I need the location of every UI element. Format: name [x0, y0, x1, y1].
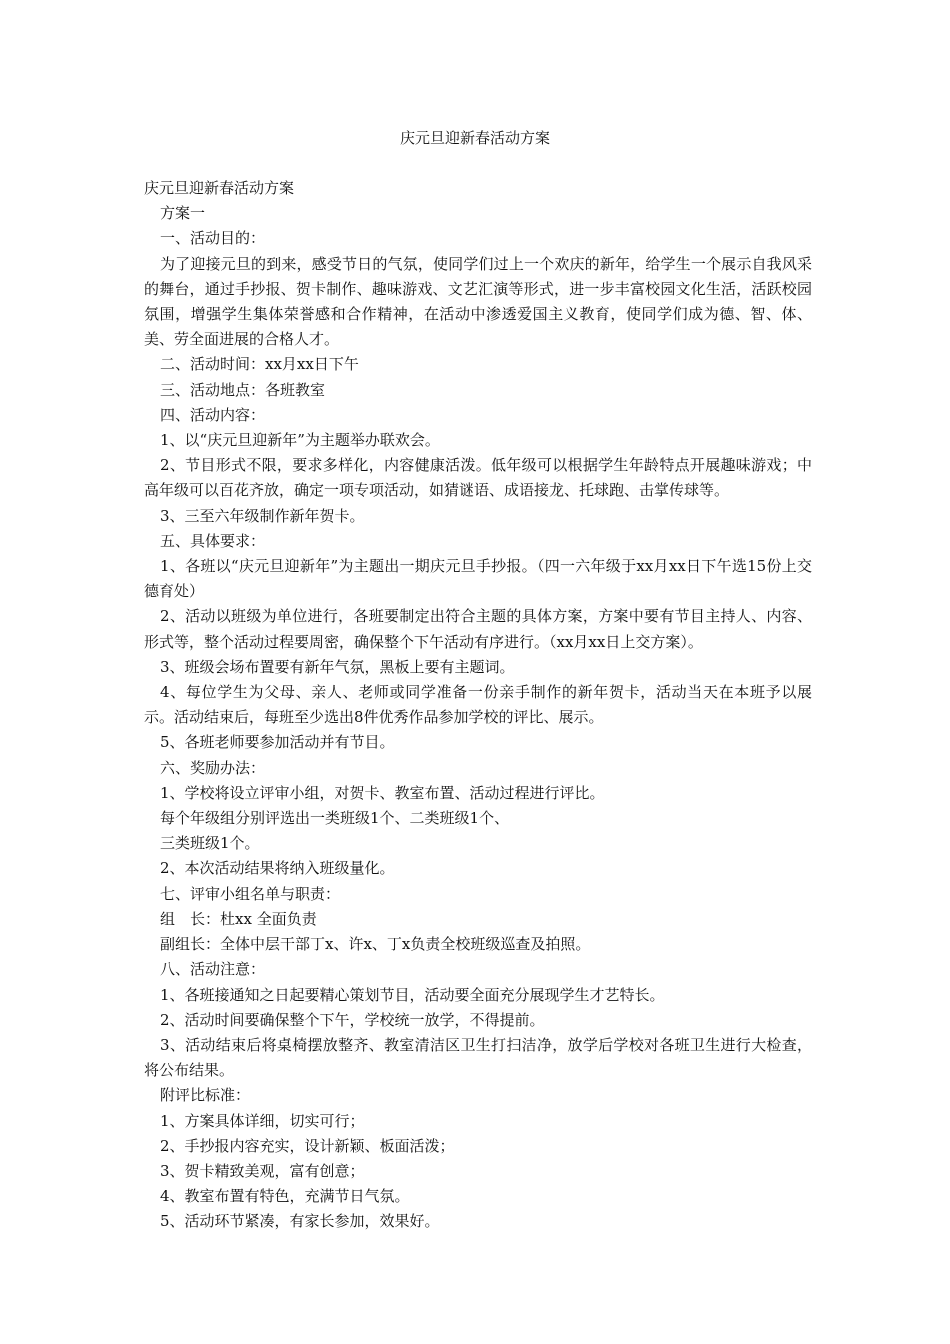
award-item-2: 2、本次活动结果将纳入班级量化。 [160, 859, 395, 878]
section-heading-awards: 六、奖励办法： [160, 758, 266, 777]
judge-leader: 组 长：杜xx 全面负责 [160, 909, 317, 928]
content-item-1: 1、以“庆元旦迎新年”为主题举办联欢会。 [160, 431, 440, 450]
section-heading-location: 三、活动地点：各班教室 [160, 380, 326, 399]
criteria-item-5: 5、活动环节紧凑，有家长参加，效果好。 [160, 1212, 440, 1231]
judge-deputy: 副组长：全体中层干部丁x、许x、丁x负责全校班级巡查及拍照。 [160, 935, 591, 954]
section-heading-purpose: 一、活动目的： [160, 229, 266, 248]
criteria-item-2: 2、手抄报内容充实，设计新颖、板面活泼； [160, 1136, 455, 1155]
criteria-item-4: 4、教室布置有特色，充满节日气氛。 [160, 1187, 410, 1206]
award-item-1-detail-a: 每个年级组分别评选出一类班级1个、二类班级1个、 [160, 809, 510, 828]
criteria-item-1: 1、方案具体详细，切实可行； [160, 1111, 365, 1130]
note-item-3: 3、活动结束后将桌椅摆放整齐、教室清洁区卫生打扫洁净，放学后学校对各班卫生进行大检查，将公布结果。 [144, 1035, 812, 1080]
section-heading-time: 二、活动时间：xx月xx日下午 [160, 355, 359, 374]
purpose-paragraph: 为了迎接元旦的到来，感受节日的气氛，使同学们过上一个欢庆的新年，给学生一个展示自我风采的舞台，通过手抄报、贺卡制作、趣味游戏、文艺汇演等形式，进一步丰富校园文化生活，活跃校园氛围，增强学生集体荣誉感和合作精神，在活动中渗透爱国主义教育，使同学们成为德、智、体、美、劳全面进展的合格人才。 [144, 254, 812, 349]
section-heading-criteria: 附评比标准： [160, 1086, 251, 1105]
document-title: 庆元旦迎新春活动方案 [399, 129, 550, 147]
plan-label: 方案一 [160, 204, 206, 223]
award-item-1-detail-b: 三类班级1个。 [160, 834, 260, 853]
requirement-item-4: 4、每位学生为父母、亲人、老师或同学准备一份亲手制作的新年贺卡，活动当天在本班予以展示。活动结束后，每班至少选出8件优秀作品参加学校的评比、展示。 [144, 683, 812, 727]
requirement-item-1: 1、各班以“庆元旦迎新年”为主题出一期庆元旦手抄报。（四一六年级于xx月xx日下午选15份上交德育处） [144, 557, 812, 601]
section-heading-requirements: 五、具体要求： [160, 531, 266, 550]
criteria-item-3: 3、贺卡精致美观，富有创意； [160, 1161, 365, 1180]
content-item-3: 3、三至六年级制作新年贺卡。 [160, 506, 365, 525]
requirement-item-3: 3、班级会场布置要有新年气氛，黑板上要有主题词。 [160, 657, 515, 676]
content-item-2: 2、节目形式不限，要求多样化，内容健康活泼。低年级可以根据学生年龄特点开展趣味游戏；中高年级可以百花齐放，确定一项专项活动，如猜谜语、成语接龙、托球跑、击掌传球等。 [144, 456, 812, 500]
award-item-1: 1、学校将设立评审小组，对贺卡、教室布置、活动过程进行评比。 [160, 783, 605, 802]
note-item-2: 2、活动时间要确保整个下午，学校统一放学，不得提前。 [160, 1010, 545, 1029]
section-heading-notes: 八、活动注意： [160, 960, 266, 979]
section-heading-content: 四、活动内容： [160, 405, 266, 424]
document-body [144, 176, 812, 1235]
requirement-item-5: 5、各班老师要参加活动并有节目。 [160, 733, 395, 752]
note-item-1: 1、各班接通知之日起要精心策划节目，活动要全面充分展现学生才艺特长。 [160, 985, 665, 1004]
section-heading-judges: 七、评审小组名单与职责： [160, 884, 341, 903]
requirement-item-2: 2、活动以班级为单位进行，各班要制定出符合主题的具体方案，方案中要有节目主持人、内容、形式等，整个活动过程要周密，确保整个下午活动有序进行。（xx月xx日上交方案）。 [144, 607, 812, 651]
document-subtitle: 庆元旦迎新春活动方案 [144, 179, 295, 197]
